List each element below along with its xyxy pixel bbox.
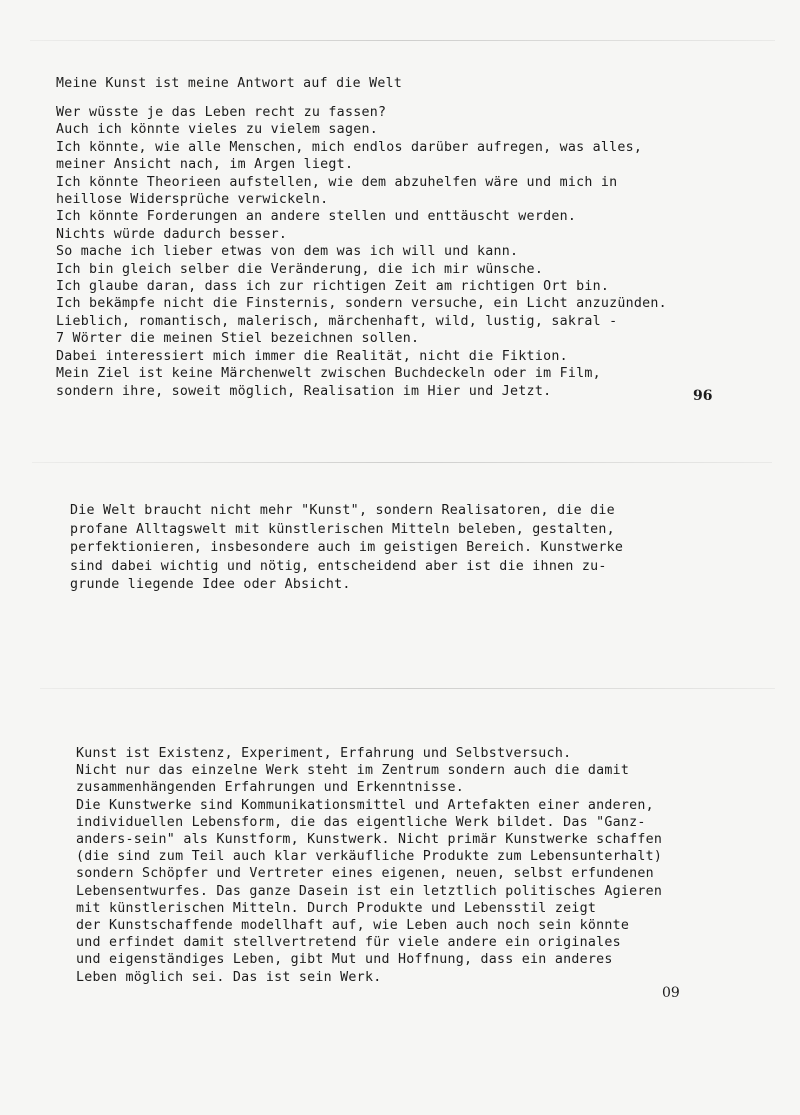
- text-line: (die sind zum Teil auch klar verkäufliche Produkte zum Lebensunterhalt): [76, 849, 663, 865]
- text-line: mit künstlerischen Mitteln. Durch Produkte und Lebensstil zeigt: [76, 900, 597, 916]
- text-line: individuellen Lebensform, die das eigentliche Werk bildet. Das "Ganz-: [76, 814, 646, 830]
- text-line: Kunst ist Existenz, Experiment, Erfahrung und Selbstversuch.: [76, 746, 572, 761]
- text-line: zusammenhängenden Erfahrungen und Erkenntnisse.: [76, 780, 465, 796]
- text-section-2: [70, 502, 623, 595]
- text-line: Ich könnte Theorieen aufstellen, wie dem abzuhelfen wäre und mich in: [56, 174, 618, 190]
- text-line: sondern ihre, soweit möglich, Realisation im Hier und Jetzt.: [56, 383, 552, 399]
- text-line: Die Welt braucht nicht mehr "Kunst", sondern Realisatoren, die die: [70, 503, 615, 518]
- text-line: anders-sein" als Kunstform, Kunstwerk. Nicht primär Kunstwerke schaffen: [76, 832, 663, 848]
- text-line: Ich bekämpfe nicht die Finsternis, sondern versuche, ein Licht anzuzünden.: [56, 296, 667, 312]
- divider-line: [30, 40, 775, 41]
- text-line: Ich bin gleich selber die Veränderung, die ich mir wünsche.: [56, 261, 544, 277]
- text-line: Wer wüsste je das Leben recht zu fassen?: [56, 105, 387, 120]
- text-line: Ich könnte, wie alle Menschen, mich endlos darüber aufregen, was alles,: [56, 139, 643, 155]
- text-line: 7 Wörter die meinen Stiel bezeichnen sollen.: [56, 331, 420, 347]
- page-number: 09: [662, 985, 680, 1001]
- text-line: Die Kunstwerke sind Kommunikationsmittel und Artefakten einer anderen,: [76, 797, 654, 813]
- divider-line: [32, 462, 772, 463]
- text-line: und erfindet damit stellvertretend für viele andere ein originales: [76, 935, 621, 951]
- text-line: So mache ich lieber etwas von dem was ich will und kann.: [56, 244, 519, 260]
- text-line: Lebensentwurfes. Das ganze Dasein ist ein letztlich politisches Agieren: [76, 883, 663, 899]
- page-title: Meine Kunst ist meine Antwort auf die Welt: [56, 76, 403, 91]
- text-line: sondern Schöpfer und Vertreter eines eigenen, neuen, selbst erfundenen: [76, 866, 654, 882]
- text-line: Auch ich könnte vieles zu vielem sagen.: [56, 122, 378, 138]
- text-line: und eigenständiges Leben, gibt Mut und Hoffnung, dass ein anderes: [76, 952, 613, 968]
- text-line: Leben möglich sei. Das ist sein Werk.: [76, 969, 382, 985]
- text-line: Ich könnte Forderungen an andere stellen und enttäuscht werden.: [56, 209, 577, 225]
- text-line: profane Alltagswelt mit künstlerischen Mitteln beleben, gestalten,: [70, 521, 615, 537]
- text-line: Nichts würde dadurch besser.: [56, 226, 288, 242]
- text-line: heillose Widersprüche verwickeln.: [56, 192, 329, 208]
- text-section-3: [76, 745, 662, 986]
- text-line: Nicht nur das einzelne Werk steht im Zentrum sondern auch die damit: [76, 763, 630, 779]
- text-line: perfektionieren, insbesondere auch im geistigen Bereich. Kunstwerke: [70, 540, 624, 556]
- text-line: der Kunstschaffende modellhaft auf, wie Leben auch noch sein könnte: [76, 918, 630, 934]
- text-line: sind dabei wichtig und nötig, entscheidend aber ist die ihnen zu-: [70, 558, 607, 574]
- text-section-1: [56, 104, 667, 400]
- text-line: Ich glaube daran, dass ich zur richtigen Zeit am richtigen Ort bin.: [56, 279, 610, 295]
- text-line: grunde liegende Idee oder Absicht.: [70, 577, 351, 593]
- divider-line: [40, 688, 775, 689]
- text-line: Lieblich, romantisch, malerisch, märchenhaft, wild, lustig, sakral -: [56, 313, 618, 329]
- text-line: Dabei interessiert mich immer die Realität, nicht die Fiktion.: [56, 348, 568, 364]
- text-line: meiner Ansicht nach, im Argen liegt.: [56, 157, 354, 173]
- text-line: Mein Ziel ist keine Märchenwelt zwischen Buchdeckeln oder im Film,: [56, 366, 601, 382]
- page-number: 96: [693, 388, 713, 404]
